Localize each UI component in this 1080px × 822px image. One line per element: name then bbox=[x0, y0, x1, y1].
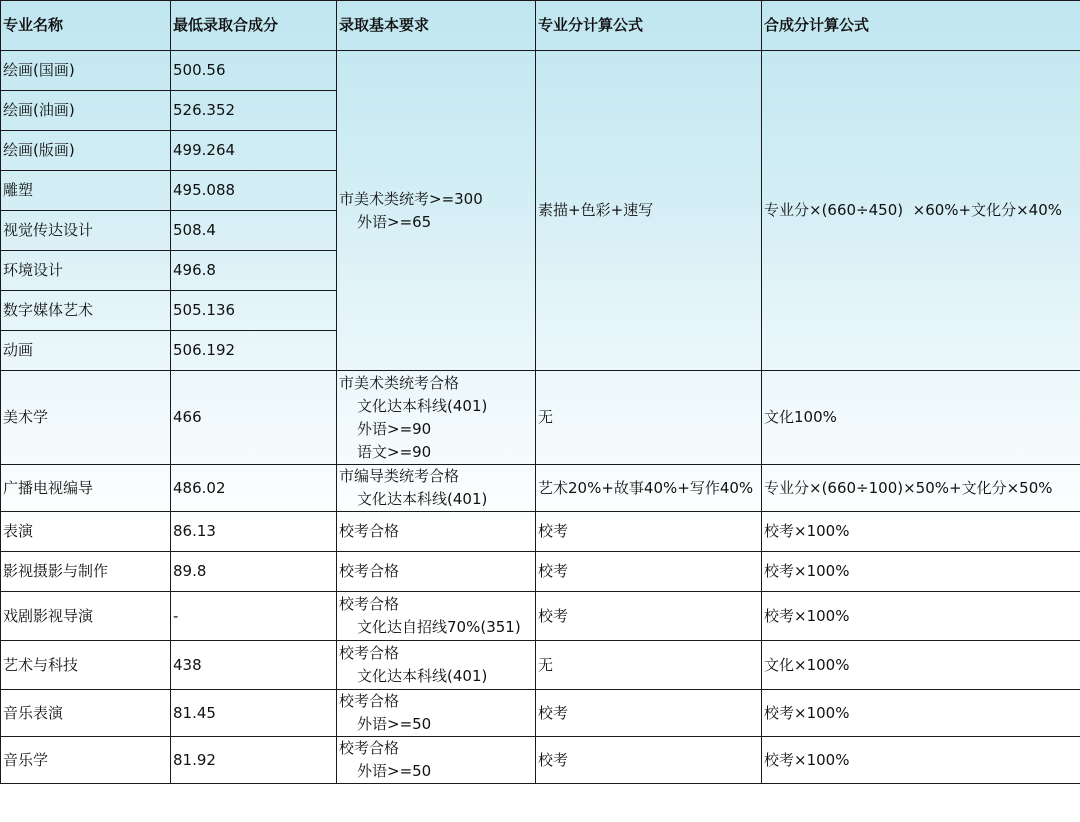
requirement-line: 市美术类统考>=300 bbox=[339, 189, 483, 208]
major-formula: 无 bbox=[536, 371, 762, 465]
major-name: 影视摄影与制作 bbox=[1, 552, 171, 592]
requirement-line: 语文>=90 bbox=[357, 442, 432, 461]
major-name: 视觉传达设计 bbox=[1, 211, 171, 251]
group-composite-formula: 专业分×(660÷450) ×60%+文化分×40% bbox=[762, 51, 1080, 371]
requirement-line: 外语>=90 bbox=[357, 419, 432, 438]
requirement-line: 文化达自招线70%(351) bbox=[357, 618, 521, 636]
requirement-line: 外语>=65 bbox=[357, 212, 432, 231]
header-composite-formula: 合成分计算公式 bbox=[762, 1, 1080, 51]
requirement-line: 市美术类统考合格 bbox=[339, 373, 460, 392]
major-name: 环境设计 bbox=[1, 251, 171, 291]
requirement-line: 校考合格 bbox=[339, 692, 400, 710]
major-formula: 无 bbox=[536, 641, 762, 690]
table-row bbox=[1, 465, 1080, 512]
major-name: 广播电视编导 bbox=[1, 465, 171, 512]
major-name: 绘画(油画) bbox=[1, 91, 171, 131]
min-score: 505.136 bbox=[171, 291, 337, 331]
composite-formula: 校考×100% bbox=[762, 690, 1080, 737]
requirement-line: 文化达本科线(401) bbox=[357, 490, 488, 508]
table-row bbox=[1, 641, 1080, 690]
min-score: 506.192 bbox=[171, 331, 337, 371]
header-min-score: 最低录取合成分 bbox=[171, 1, 337, 51]
table-row bbox=[1, 592, 1080, 641]
table-row bbox=[1, 737, 1080, 784]
composite-formula: 校考×100% bbox=[762, 552, 1080, 592]
requirement-line: 外语>=50 bbox=[357, 715, 432, 733]
min-score: 486.02 bbox=[171, 465, 337, 512]
table-row bbox=[1, 552, 1080, 592]
min-score: 81.45 bbox=[171, 690, 337, 737]
table-row bbox=[1, 51, 1080, 91]
major-name: 绘画(国画) bbox=[1, 51, 171, 91]
requirements bbox=[337, 465, 536, 512]
major-formula: 校考 bbox=[536, 592, 762, 641]
header-row bbox=[1, 1, 1080, 51]
requirements bbox=[337, 371, 536, 465]
min-score: 438 bbox=[171, 641, 337, 690]
min-score: - bbox=[171, 592, 337, 641]
major-name: 雕塑 bbox=[1, 171, 171, 211]
min-score: 89.8 bbox=[171, 552, 337, 592]
requirement-line: 校考合格 bbox=[339, 644, 400, 662]
major-formula: 艺术20%+故事40%+写作40% bbox=[536, 465, 762, 512]
major-formula: 校考 bbox=[536, 737, 762, 784]
requirements bbox=[337, 690, 536, 737]
major-name: 音乐学 bbox=[1, 737, 171, 784]
composite-formula: 校考×100% bbox=[762, 592, 1080, 641]
major-name: 表演 bbox=[1, 512, 171, 552]
requirement-line: 市编导类统考合格 bbox=[339, 467, 460, 485]
min-score: 508.4 bbox=[171, 211, 337, 251]
composite-formula: 校考×100% bbox=[762, 737, 1080, 784]
composite-formula: 文化100% bbox=[762, 371, 1080, 465]
min-score: 526.352 bbox=[171, 91, 337, 131]
major-formula: 校考 bbox=[536, 690, 762, 737]
min-score: 496.8 bbox=[171, 251, 337, 291]
table-row bbox=[1, 512, 1080, 552]
min-score: 499.264 bbox=[171, 131, 337, 171]
requirement-line: 文化达本科线(401) bbox=[357, 396, 488, 415]
major-name: 艺术与科技 bbox=[1, 641, 171, 690]
min-score: 495.088 bbox=[171, 171, 337, 211]
major-formula: 校考 bbox=[536, 512, 762, 552]
requirement-line: 校考合格 bbox=[339, 739, 400, 757]
requirements bbox=[337, 737, 536, 784]
requirement-line: 校考合格 bbox=[339, 595, 400, 613]
table-row bbox=[1, 371, 1080, 465]
composite-formula: 文化×100% bbox=[762, 641, 1080, 690]
major-name: 绘画(版画) bbox=[1, 131, 171, 171]
requirement-line: 外语>=50 bbox=[357, 762, 432, 780]
group-requirements bbox=[337, 51, 536, 371]
requirements bbox=[337, 641, 536, 690]
major-formula: 校考 bbox=[536, 552, 762, 592]
major-name: 动画 bbox=[1, 331, 171, 371]
composite-formula: 校考×100% bbox=[762, 512, 1080, 552]
min-score: 500.56 bbox=[171, 51, 337, 91]
major-name: 音乐表演 bbox=[1, 690, 171, 737]
major-name: 美术学 bbox=[1, 371, 171, 465]
min-score: 466 bbox=[171, 371, 337, 465]
header-major-name: 专业名称 bbox=[1, 1, 171, 51]
group-major-formula: 素描+色彩+速写 bbox=[536, 51, 762, 371]
requirements: 校考合格 bbox=[337, 552, 536, 592]
major-name: 数字媒体艺术 bbox=[1, 291, 171, 331]
requirements: 校考合格 bbox=[337, 512, 536, 552]
header-major-formula: 专业分计算公式 bbox=[536, 1, 762, 51]
major-name: 戏剧影视导演 bbox=[1, 592, 171, 641]
requirements bbox=[337, 592, 536, 641]
table-row bbox=[1, 690, 1080, 737]
composite-formula: 专业分×(660÷100)×50%+文化分×50% bbox=[762, 465, 1080, 512]
min-score: 81.92 bbox=[171, 737, 337, 784]
requirement-line: 文化达本科线(401) bbox=[357, 667, 488, 685]
header-requirements: 录取基本要求 bbox=[337, 1, 536, 51]
min-score: 86.13 bbox=[171, 512, 337, 552]
